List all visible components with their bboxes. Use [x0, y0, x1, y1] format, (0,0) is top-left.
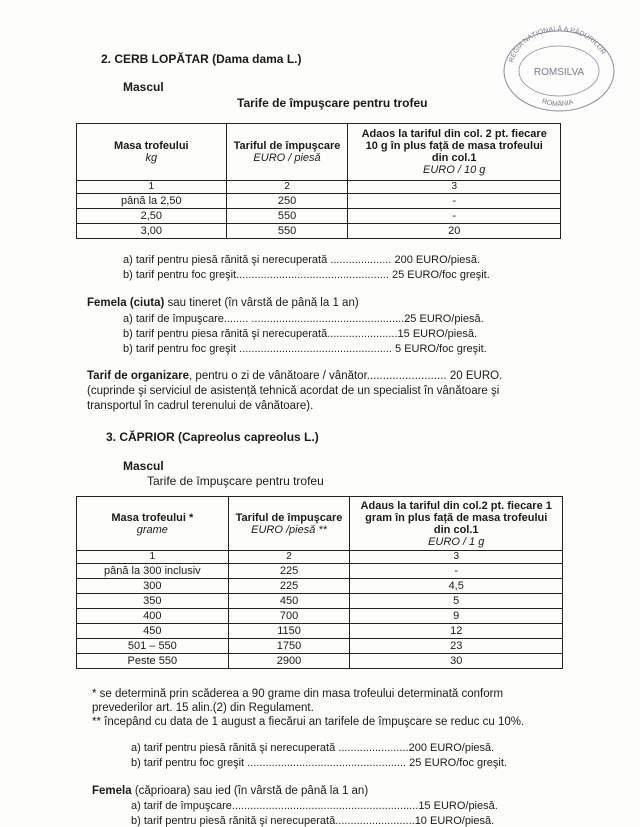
table-row: 501 – 550 1750 23	[77, 639, 563, 654]
organization-note: transportul în cadrul terenului de vânătoare).	[87, 400, 314, 412]
col-number: 1	[77, 181, 227, 194]
s2-fee-wounded: a) tarif pentru piesă rănită şi nerecuperată .................... 200 EURO/piesă.	[123, 254, 481, 266]
svg-text:REGIA NAȚIONALĂ A PĂDURILOR: REGIA NAȚIONALĂ A PĂDURILOR	[508, 25, 607, 64]
section-2-heading: 2. CERB LOPĂTAR (Dama dama L.)	[101, 52, 302, 66]
col-number: 3	[348, 181, 561, 194]
svg-text:ROMSILVA: ROMSILVA	[533, 67, 585, 78]
col-number: 1	[77, 551, 229, 564]
table-header-tariff: Tariful de împuşcare EURO /piesă **	[228, 497, 350, 551]
s2-female-fee: a) tarif de împuşcare........ ..................................................25 EURO/piesă.	[123, 313, 484, 325]
col-number: 3	[350, 551, 563, 564]
table-row: 450 1150 12	[77, 624, 563, 639]
s2-female-fee: b) tarif pentru piesa rănită şi nerecuperată.......................15 EURO/piesă.	[123, 328, 478, 340]
s2-female-fee: b) tarif pentru foc greşit .................................................. 5 EURO/foc greşit.	[123, 343, 487, 355]
s3-fee-miss: b) tarif pentru foc greşit .................................................... 25 EURO/foc greşit.	[131, 757, 507, 769]
col-number: 2	[228, 551, 350, 564]
section-3-mascul: Mascul	[123, 459, 164, 473]
footnote-1-cont: prevederilor art. 15 alin.(2) din Regulament.	[92, 702, 314, 714]
footnote-1: * se determină prin scăderea a 90 grame din masa trofeului determinată conform	[92, 688, 504, 700]
table-header-mass: Masa trofeului kg	[77, 124, 227, 181]
table-row: 300 225 4,5	[77, 579, 563, 594]
section-3-heading: 3. CĂPRIOR (Capreolus capreolus L.)	[106, 430, 319, 444]
svg-text:ROMÂNIA: ROMÂNIA	[540, 98, 575, 109]
table-row: 3,00 550 20	[77, 224, 561, 239]
s3-fee-wounded: a) tarif pentru piesă rănită şi nerecuperată .......................200 EURO/piesă.	[131, 742, 495, 754]
s3-female-fee: a) tarif de împuşcare.............................................................15 EURO/piesă.	[131, 800, 498, 812]
table-header-tariff: Tariful de împuşcare EURO / piesă	[226, 124, 348, 181]
section-2-tariff-table	[76, 123, 561, 239]
footnote-2: ** începând cu data de 1 august a fiecărui an tarifele de împuşcare se reduc cu 10%.	[92, 716, 525, 728]
section-3-subtitle: Tarife de împuşcare pentru trofeu	[147, 474, 324, 488]
table-header-surcharge: Adaus la tariful din col.2 pt. fiecare 1 gram în plus față de masa trofeului din col.1 EURO / 1 g	[350, 497, 563, 551]
section-2-mascul: Mascul	[123, 80, 164, 94]
table-row: până la 2,50 250 -	[77, 194, 561, 209]
romsilva-stamp	[500, 25, 618, 113]
section-2-subtitle: Tarife de împuşcare pentru trofeu	[237, 96, 428, 110]
col-number: 2	[226, 181, 348, 194]
table-row: 350 450 5	[77, 594, 563, 609]
section-3-tariff-table	[76, 496, 563, 669]
table-header-surcharge: Adaos la tariful din col. 2 pt. fiecare 10 g în plus față de masa trofeului din col.1 EURO / 10 g	[348, 124, 561, 181]
organization-note: (cuprinde şi serviciul de asistență tehnică acordat de un specialist în vânătoare şi	[87, 385, 500, 397]
table-header-mass: Masa trofeului * grame	[77, 497, 229, 551]
s2-fee-miss: b) tarif pentru foc greşit.................................................. 25 EURO/foc greşit.	[123, 269, 490, 281]
table-row: până la 300 inclusiv 225 -	[77, 564, 563, 579]
table-row: 400 700 9	[77, 609, 563, 624]
organization-fee: Tarif de organizare, pentru o zi de vânătoare / vânător......................... 20 EURO.	[87, 370, 503, 382]
table-row: 2,50 550 -	[77, 209, 561, 224]
s3-female-heading: Femela (căprioara) sau ied (în vârstă de până la 1 an)	[92, 785, 369, 797]
s2-female-heading: Femela (ciuta) sau tineret (în vârstă de până la 1 an)	[87, 297, 359, 309]
s3-female-fee: b) tarif pentru piesă rănită şi nerecuperată..........................10 EURO/piesă.	[131, 815, 495, 827]
table-row: Peste 550 2900 30	[77, 654, 563, 669]
